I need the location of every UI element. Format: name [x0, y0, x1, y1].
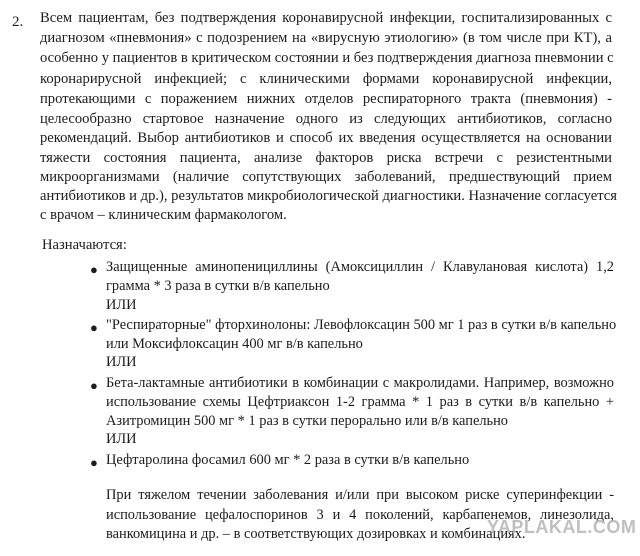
paragraph-line: рекомендаций. Выбор антибиотиков и способ их введения осуществляется на основании: [40, 130, 612, 146]
note-line: При тяжелом течении заболевания и/или при высоком риске суперинфекции -: [106, 487, 614, 503]
note-line: ванкомицина и др. – в соответствующих дозировках и комбинациях.: [106, 526, 526, 542]
bullet-icon: ●: [90, 455, 98, 470]
paragraph-line: коронарирусной инфекцией; с клиническими формами коронавирусной инфекции,: [40, 71, 612, 87]
list-item-line: "Респираторные" фторхинолоны: Левофлоксацин 500 мг 1 раз в сутки в/в капельно: [106, 317, 617, 333]
paragraph-line: диагнозом «пневмония» с подозрением на «вирусную этиологию» (в том числе при КТ), а: [40, 30, 612, 46]
list-item-line: Бета-лактамные антибиотики в комбинации с макролидами. Например, возможно: [106, 375, 614, 391]
paragraph-line: тяжести состояния пациента, анализе факторов риска встречи с резистентными: [40, 150, 612, 166]
paragraph-line: Всем пациентам, без подтверждения коронавирусной инфекции, госпитализированных с: [40, 10, 612, 26]
note-line: использование цефалоспоринов 3 и 4 поколений, карбапенемов, линезолида,: [106, 507, 614, 523]
item-number: 2.: [12, 14, 24, 30]
assign-heading: Назначаются:: [42, 237, 127, 253]
paragraph-line: целесообразно стартовое назначение одного из следующих антибиотиков, согласно: [40, 111, 612, 127]
paragraph-line: микроорганизмами (наличие сопутствующих заболеваний, предшествующий прием: [40, 169, 612, 185]
bullet-icon: ●: [90, 320, 98, 335]
list-item-line: Азитромицин 500 мг * 1 раз в сутки перорально или в/в капельно: [106, 413, 508, 429]
list-item-line: Защищенные аминопенициллины (Амоксициллин / Клавулановая кислота) 1,2: [106, 259, 614, 275]
paragraph-line: с врачом – клиническим фармакологом.: [40, 207, 287, 223]
list-item-line: использование схемы Цефтриаксон 1-2 грамма * 1 раз в сутки в/в капельно +: [106, 394, 614, 410]
list-item-line: Цефтаролина фосамил 600 мг * 2 раза в сутки в/в капельно: [106, 452, 470, 468]
or-label: ИЛИ: [106, 297, 137, 313]
paragraph-line: особенно у пациентов в критическом состоянии и без подтверждения диагноза пневмонии с: [40, 50, 614, 66]
bullet-icon: ●: [90, 262, 98, 277]
or-label: ИЛИ: [106, 431, 137, 447]
bullet-icon: ●: [90, 378, 98, 393]
or-label: ИЛИ: [106, 354, 137, 370]
list-item-line: грамма * 3 раза в сутки в/в капельно: [106, 278, 330, 294]
paragraph-line: протекающими с поражением нижних отделов респираторного тракта (пневмония) -: [40, 91, 612, 107]
paragraph-line: антибиотиков и др.), результатов микробиологической диагностики. Назначение согласуется: [40, 188, 617, 204]
watermark-text: YAPLAKAL.COM: [487, 517, 637, 537]
list-item-line: или Моксифлоксацин 400 мг в/в капельно: [106, 336, 363, 352]
